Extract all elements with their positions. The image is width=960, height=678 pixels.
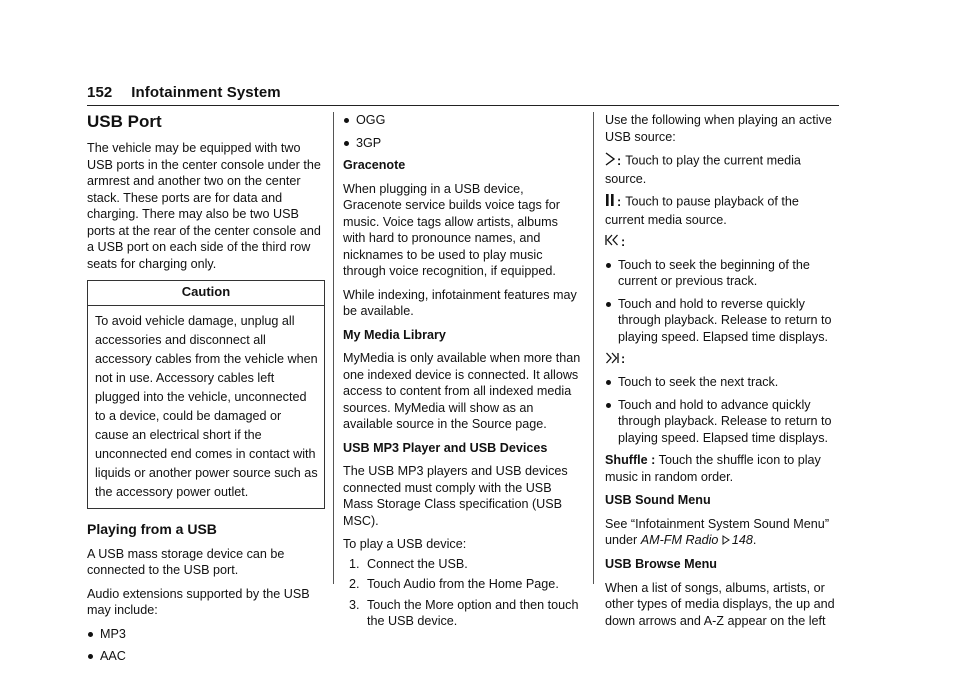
column-3	[605, 112, 839, 636]
previous-control-description	[605, 234, 839, 251]
control-colon: :	[617, 194, 622, 209]
paragraph: Use the following when playing an active USB source:	[605, 113, 832, 144]
list-item: Touch to seek the next track.	[605, 374, 839, 391]
list-item: Touch and hold to reverse quickly through playback. Release to return to playing speed. Elapsed time displays.	[605, 296, 839, 346]
paragraph: The USB MP3 players and USB devices connected must comply with the USB Mass Storage Class specification (USB MSC).	[343, 464, 568, 528]
section-heading: Playing from a USB	[87, 520, 217, 537]
subheading-browse-menu: USB Browse Menu	[605, 557, 717, 572]
pause-text: Touch to pause playback of the current media source.	[605, 194, 799, 227]
list-item: AAC	[87, 648, 325, 665]
column-1	[87, 112, 325, 671]
shuffle-description	[605, 452, 839, 485]
paragraph: Audio extensions supported by the USB may include:	[87, 586, 310, 617]
numbered-step	[343, 556, 581, 573]
subheading-sound-menu: USB Sound Menu	[605, 493, 711, 508]
paragraph: A USB mass storage device can be connected to the USB port.	[87, 546, 285, 577]
caution-title: Caution	[88, 281, 324, 306]
paragraph: MyMedia is only available when more than one indexed device is connected. It allows access to content from all indexed media sources. MyMedia will show as an available source in the Source page.	[343, 351, 581, 431]
shuffle-text: Touch the shuffle icon to play music in random order.	[605, 453, 821, 484]
list-item: MP3	[87, 626, 325, 643]
subheading-usb-player: USB MP3 Player and USB Devices	[343, 440, 548, 455]
page-reference-icon	[722, 533, 730, 550]
subheading-media-library: My Media Library	[343, 327, 446, 342]
step-text: Touch Audio from the Home Page.	[367, 577, 559, 591]
step-number: 3.	[349, 597, 360, 612]
control-colon: :	[621, 235, 626, 249]
cross-reference-page[interactable]: 148	[731, 533, 753, 548]
paragraph: When a list of songs, albums, artists, or other types of media displays, the up and down arrows and A-Z appear on the left	[605, 580, 835, 628]
subheading-gracenote: Gracenote	[343, 158, 406, 172]
next-control-description	[605, 351, 839, 368]
play-control-description	[605, 152, 839, 187]
play-text: Touch to play the current media source.	[605, 153, 801, 186]
cross-reference-link[interactable]: AM-FM Radio	[640, 533, 719, 548]
shuffle-label: Shuffle :	[605, 453, 656, 468]
pause-icon	[605, 193, 615, 212]
paragraph: When plugging in a USB device, Gracenote service builds voice tags for music. Voice tags allow artists, albums with hard to pronounce names, and nicknames to be used to play music through voice recognition, if equipped.	[343, 181, 560, 278]
step-number: 2.	[349, 577, 360, 591]
control-colon: :	[617, 153, 622, 168]
list-item: Touch and hold to advance quickly through playback. Release to return to playing speed. Elapsed time displays.	[605, 397, 839, 447]
list-item: 3GP	[343, 135, 581, 152]
paragraph: While indexing, infotainment features may be available.	[343, 287, 577, 318]
list-item: OGG	[343, 112, 581, 129]
numbered-step	[343, 576, 581, 593]
header-rule	[87, 105, 839, 106]
caution-text: To avoid vehicle damage, unplug all accessories and disconnect all accessory cables from the vehicle when not in use. Accessory cables left plugged into the vehicle, unconnected to a device, could be damaged or cause an electrical short if the unconnected end comes in contact with liquids or another power source such as the accessory power outlet.	[95, 313, 318, 499]
column-divider	[593, 112, 594, 584]
section-title: Infotainment System	[131, 84, 281, 101]
caution-box	[87, 280, 325, 509]
page-title: USB Port	[87, 112, 162, 131]
page-header	[87, 84, 839, 106]
page-number: 152	[87, 84, 113, 101]
column-divider	[333, 112, 334, 584]
column-2	[343, 112, 581, 634]
paragraph: To play a USB device:	[343, 537, 467, 551]
numbered-step	[343, 597, 581, 630]
usb-port-intro: The vehicle may be equipped with two USB ports in the center console under the armrest and another two on the center stack. These ports are for data and charging. There may also be two USB ports at the rear of the center console and a USB port on each side of the third row seats for charging only.	[87, 141, 321, 271]
previous-track-icon	[605, 234, 619, 251]
step-text: Connect the USB.	[367, 556, 468, 571]
list-item: Touch to seek the beginning of the current or previous track.	[605, 257, 839, 290]
control-colon: :	[621, 352, 626, 367]
next-track-icon	[605, 352, 619, 369]
reference-text: See “Infotainment System Sound Menu” under	[605, 516, 830, 548]
step-text: Touch the More option and then touch the USB device.	[367, 597, 579, 628]
play-icon	[605, 152, 615, 171]
step-number: 1.	[349, 556, 360, 571]
sound-menu-reference: See “Infotainment System Sound Menu” under AM-FM Radio 148.	[605, 516, 830, 548]
pause-control-description	[605, 193, 839, 228]
